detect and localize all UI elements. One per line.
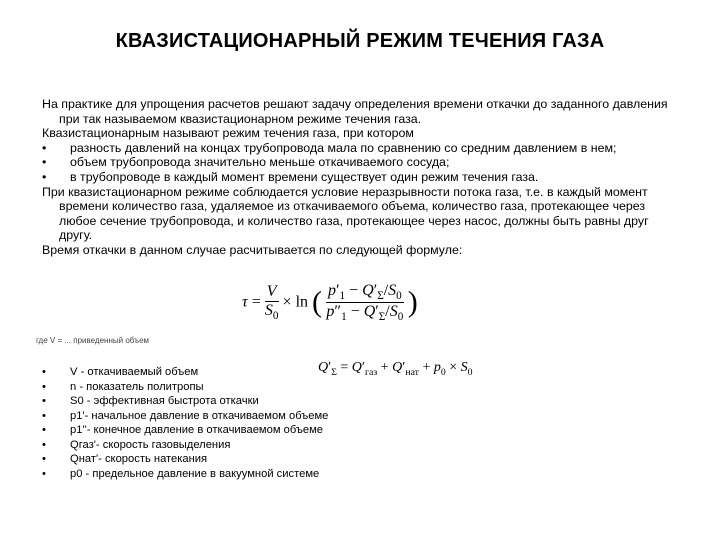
paragraph-definition: Квазистационарным называют режим течения газа, при котором — [42, 126, 414, 141]
condition-item: • в трубопроводе в каждый момент времени существует один режим течения газа. — [42, 169, 539, 184]
list-item: • n - показатель политропы — [42, 380, 204, 393]
list-item: • p1''- конечное давление в откачиваемом объеме — [42, 424, 324, 436]
list-item: • V - откачиваемый объем — [42, 366, 199, 378]
total-gas-load-formula: $Q'_\Sigma = Q'_{газ} + Q'_{нат} + p_0 \times S_0$ — [318, 360, 473, 378]
bullet-icon: • — [42, 453, 46, 465]
pumping-time-formula: τ = $\frac{V}{S_0}$ × ln ( $\frac{p'_1 - Q'_\Sigma/S_0}{p''_1 - Q'_\Sigma/S_0}$ ) — [242, 282, 418, 324]
list-item: • S0 - эффективная быстрота откачки — [42, 395, 259, 407]
bullet-icon: • — [42, 366, 46, 378]
bullet-icon: • — [42, 380, 46, 393]
bullet-icon: • — [42, 140, 47, 155]
list-item: • Qгаз'- скорость газовыделения — [42, 438, 231, 451]
reduced-volume-note: где V = ... приведенный объем — [36, 336, 150, 345]
condition-item: • объем трубопровода значительно меньше откачиваемого сосуда; — [42, 155, 450, 170]
condition-item: • разность давлений на концах трубопровода мала по сравнению со средним давлением в нем; — [42, 140, 617, 155]
list-item: • p0 - предельное давление в вакуумной системе — [42, 467, 320, 480]
bullet-icon: • — [42, 155, 47, 170]
bullet-icon: • — [42, 169, 47, 184]
bullet-icon: • — [42, 424, 46, 436]
paragraph-continuity: При квазистационарном режиме соблюдается условие неразрывности потока газа, т.е. в каждый момент времени количество газа, удаляемое из откачиваемого объема, количество газа, протекающее через любое сечение трубопровода, и количество газа, протекающее через насос, должны быть равны друг другу. — [42, 184, 649, 243]
main-text — [42, 97, 682, 258]
variables-list — [42, 365, 328, 481]
paragraph-formula-intro: Время откачки в данном случае расчитывается по следующей формуле: — [42, 242, 463, 257]
page-title: КВАЗИСТАЦИОНАРНЫЙ РЕЖИМ ТЕЧЕНИЯ ГАЗА — [115, 30, 605, 52]
bullet-icon: • — [42, 395, 46, 407]
paragraph-intro: На практике для упрощения расчетов решают задачу определения времени откачки до заданного давления при так называемом квазистационарном режиме течения газа. — [42, 97, 668, 126]
list-item: • p1'- начальное давление в откачиваемом объеме — [42, 409, 329, 422]
bullet-icon: • — [42, 467, 46, 480]
bullet-icon: • — [42, 409, 46, 422]
list-item: • Qнат'- скорость натекания — [42, 453, 208, 465]
bullet-icon: • — [42, 438, 46, 451]
